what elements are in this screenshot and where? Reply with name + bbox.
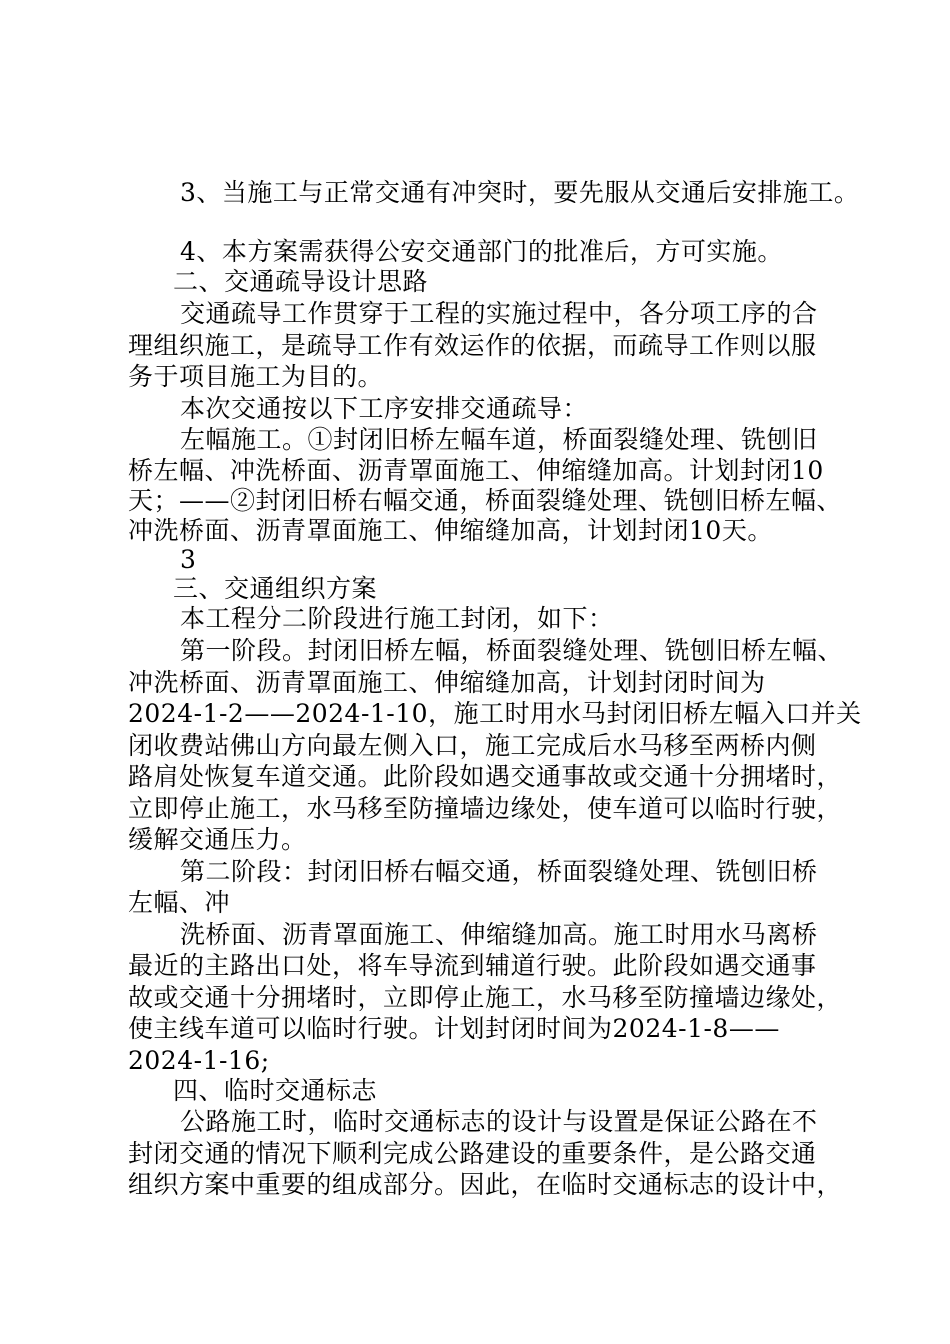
paragraph-line: 冲洗桥面、沥青罩面施工、伸缩缝加高，计划封闭时间为 [128, 668, 766, 697]
paragraph-line: 天；——②封闭旧桥右幅交通，桥面裂缝处理、铣刨旧桥左幅、 [128, 486, 843, 515]
paragraph-line: 第二阶段：封闭旧桥右幅交通，桥面裂缝处理、铣刨旧桥 [180, 857, 818, 886]
page-number: 3 [180, 545, 197, 574]
section-heading-2: 二、交通疏导设计思路 [173, 267, 429, 296]
paragraph-line: 冲洗桥面、沥青罩面施工、伸缩缝加高，计划封闭10天。 [128, 516, 773, 545]
paragraph-line: 公路施工时，临时交通标志的设计与设置是保证公路在不 [180, 1107, 818, 1136]
paragraph-line: 缓解交通压力。 [128, 825, 307, 854]
paragraph-line: 本次交通按以下工序安排交通疏导： [180, 394, 589, 423]
paragraph-line: 交通疏导工作贯穿于工程的实施过程中，各分项工序的合 [180, 299, 818, 328]
paragraph-line: 立即停止施工，水马移至防撞墙边缘处，使车道可以临时行驶， [128, 794, 843, 823]
paragraph-line: 第一阶段。封闭旧桥左幅，桥面裂缝处理、铣刨旧桥左幅、 [180, 636, 844, 665]
paragraph-line: 闭收费站佛山方向最左侧入口，施工完成后水马移至两桥内侧 [128, 731, 817, 760]
paragraph-line: 桥左幅、冲洗桥面、沥青罩面施工、伸缩缝加高。计划封闭10 [128, 456, 824, 485]
paragraph-line: 故或交通十分拥堵时，立即停止施工，水马移至防撞墙边缘处， [128, 983, 843, 1012]
paragraph-line: 洗桥面、沥青罩面施工、伸缩缝加高。施工时用水马离桥 [180, 920, 818, 949]
paragraph-line: 2024-1-2——2024-1-10，施工时用水马封闭旧桥左幅入口并关 [128, 699, 862, 728]
list-item-4: 4、本方案需获得公安交通部门的批准后，方可实施。 [180, 237, 783, 266]
paragraph-line: 务于项目施工为目的。 [128, 362, 384, 391]
paragraph-line: 左幅、冲 [128, 888, 231, 917]
paragraph-line: 组织方案中重要的组成部分。因此，在临时交通标志的设计中， [128, 1170, 843, 1199]
paragraph-line: 本工程分二阶段进行施工封闭，如下： [180, 604, 614, 633]
paragraph-line: 理组织施工，是疏导工作有效运作的依据，而疏导工作则以服 [128, 331, 817, 360]
paragraph-line: 封闭交通的情况下顺利完成公路建设的重要条件，是公路交通 [128, 1139, 817, 1168]
list-item-3: 3、当施工与正常交通有冲突时，要先服从交通后安排施工。 [180, 178, 860, 207]
section-heading-4: 四、临时交通标志 [173, 1076, 378, 1105]
paragraph-line: 使主线车道可以临时行驶。计划封闭时间为2024-1-8—— [128, 1014, 780, 1043]
paragraph-line: 路肩处恢复车道交通。此阶段如遇交通事故或交通十分拥堵时， [128, 762, 843, 791]
paragraph-line: 最近的主路出口处，将车导流到辅道行驶。此阶段如遇交通事 [128, 951, 817, 980]
section-heading-3: 三、交通组织方案 [173, 574, 378, 603]
paragraph-line: 左幅施工。①封闭旧桥左幅车道，桥面裂缝处理、铣刨旧 [180, 425, 818, 454]
paragraph-line: 2024-1-16; [128, 1046, 270, 1075]
